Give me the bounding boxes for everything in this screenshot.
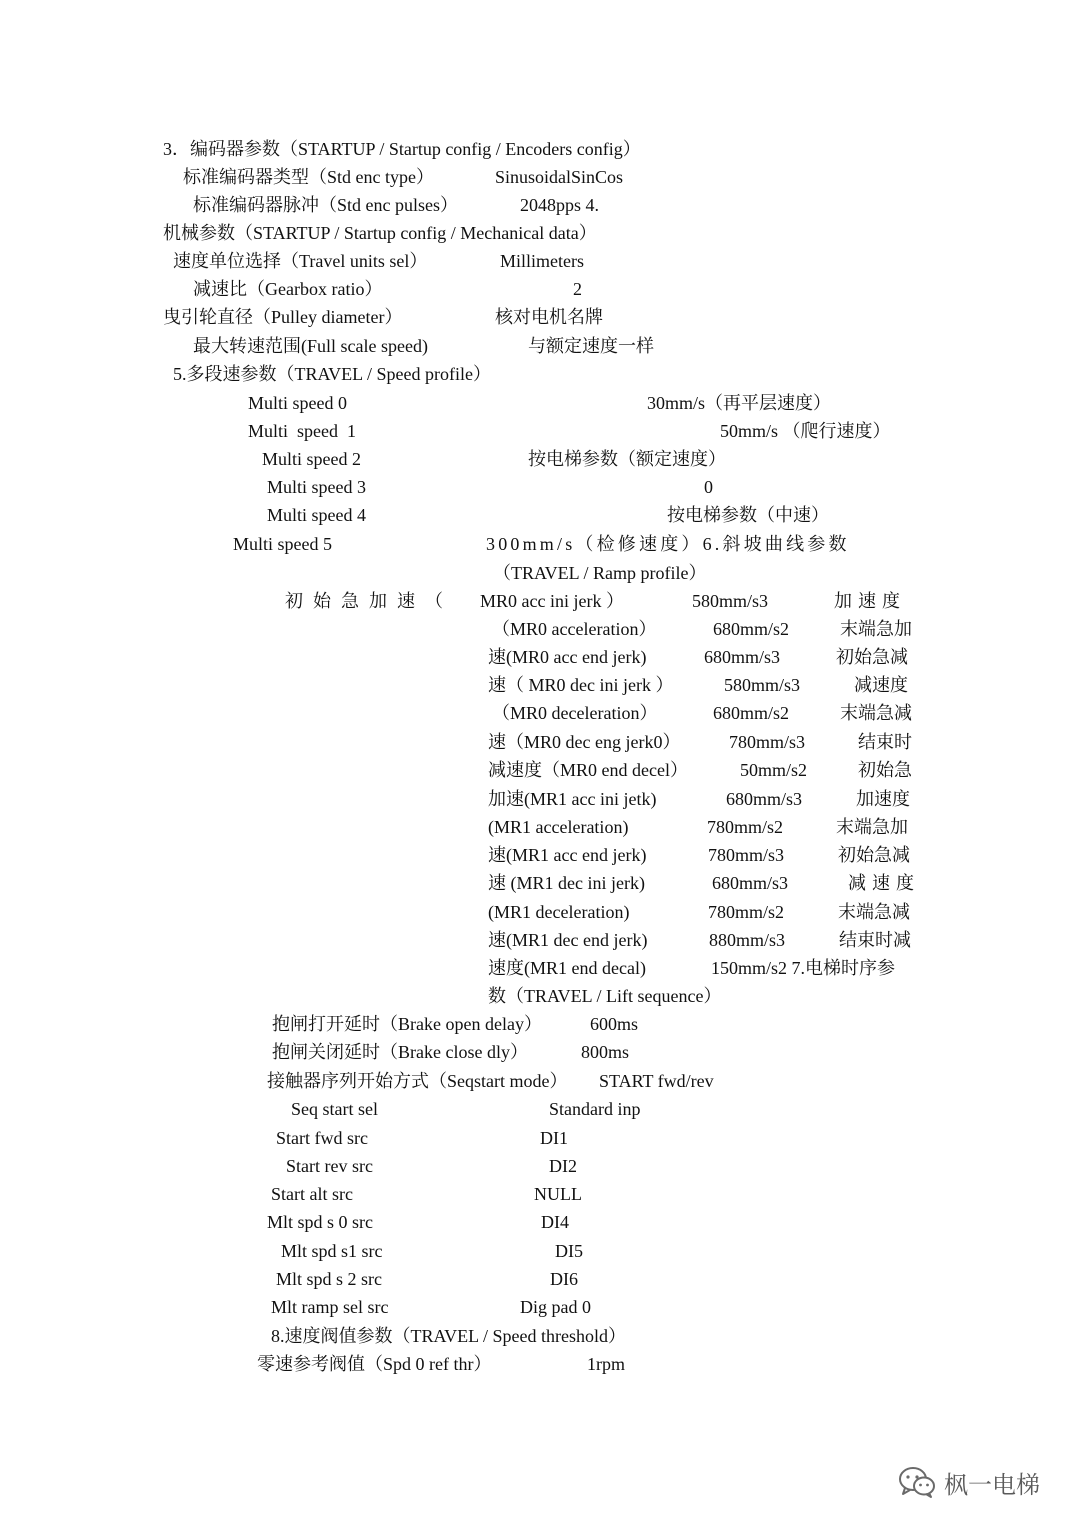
seq-label: Seq start sel [291, 1099, 378, 1119]
ramp-label: 速（ MR0 dec ini jerk ） [488, 675, 674, 695]
ramp-label: 加速度 [834, 591, 906, 611]
ramp-label: 末端急加 [836, 817, 908, 837]
param-label: Multi speed 5 [233, 534, 332, 554]
ramp-value: 780mm/s2 [708, 902, 785, 922]
ramp-label: 减速度（MR0 end decel） [488, 760, 688, 780]
ramp-value: 680mm/s2 [713, 619, 790, 639]
param-value: 300mm/s（检修速度）6.斜坡曲线参数 [486, 534, 850, 554]
seq-label: 接触器序列开始方式（Seqstart mode） [267, 1071, 568, 1091]
ramp-label: 减速度 [848, 873, 920, 893]
seq-value: DI5 [555, 1241, 583, 1261]
ramp-value: 780mm/s3 [708, 845, 785, 865]
ramp-label: （MR0 deceleration） [492, 703, 658, 723]
ramp-value: 580mm/s3 [724, 675, 801, 695]
seq-value: DI4 [541, 1212, 569, 1232]
ramp-value: 150mm/s2 7.电梯时序参 [711, 958, 896, 978]
seq-value: DI1 [540, 1128, 568, 1148]
param-value: 按电梯参数（中速） [667, 505, 829, 525]
param-value: 0 [704, 477, 713, 497]
section-7-subheading: 数（TRAVEL / Lift sequence） [488, 986, 722, 1006]
param-label: 速度单位选择（Travel units sel） [173, 251, 428, 271]
param-value: 核对电机名牌 [495, 307, 603, 327]
ramp-label: 速 (MR1 dec ini jerk) [488, 873, 645, 893]
param-value: 2048pps 4. [520, 195, 600, 215]
param-label: Multi speed 4 [267, 505, 366, 525]
ramp-label: 加速度 [856, 789, 910, 809]
ramp-label: 初始急减 [836, 647, 908, 667]
param-value: 按电梯参数（额定速度） [528, 449, 726, 469]
ramp-label: 速(MR1 dec end jerk) [488, 930, 648, 950]
seq-label: Start alt src [271, 1184, 353, 1204]
section-3-heading: 3．编码器参数（STARTUP / Startup config / Encoders config） [163, 139, 641, 159]
param-label: 减速比（Gearbox ratio） [193, 279, 383, 299]
seq-value: DI6 [550, 1269, 578, 1289]
param-label: Multi speed 0 [248, 393, 347, 413]
param-value: 50mm/s （爬行速度） [720, 421, 891, 441]
ramp-label: 速(MR1 acc end jerk) [488, 845, 647, 865]
section-4-heading: 机械参数（STARTUP / Startup config / Mechanical data） [163, 223, 597, 243]
seq-value: Standard inp [549, 1099, 641, 1119]
ramp-value: 680mm/s2 [713, 703, 790, 723]
param-label: 曳引轮直径（Pulley diameter） [163, 307, 403, 327]
ramp-label: 速（MR0 dec eng jerk0） [488, 732, 681, 752]
seq-value: DI2 [549, 1156, 577, 1176]
ramp-label: 结束时 [858, 732, 912, 752]
param-value: 与额定速度一样 [528, 336, 654, 356]
seq-label: Start fwd src [276, 1128, 368, 1148]
param-label: Multi speed 1 [248, 421, 356, 441]
ramp-label: 速(MR0 acc end jerk) [488, 647, 647, 667]
param-value: SinusoidalSinCos [495, 167, 624, 187]
seq-value: 600ms [590, 1014, 639, 1034]
param-label: 标准编码器类型（Std enc type） [183, 167, 434, 187]
seq-label: 抱闸关闭延时（Brake close dly） [272, 1042, 528, 1062]
ramp-label: 初始急减 [838, 845, 910, 865]
section-6-subheading: （TRAVEL / Ramp profile） [493, 563, 707, 583]
ramp-value: 780mm/s3 [729, 732, 806, 752]
ramp-value: 880mm/s3 [709, 930, 786, 950]
ramp-value: 780mm/s2 [707, 817, 784, 837]
seq-value: 800ms [581, 1042, 630, 1062]
ramp-label: 加速(MR1 acc ini jetk) [488, 789, 657, 809]
ramp-value: 580mm/s3 [692, 591, 769, 611]
watermark [898, 1462, 1040, 1502]
wechat-icon [898, 1465, 936, 1499]
seq-value: START fwd/rev [599, 1071, 714, 1091]
threshold-label: 零速参考阀值（Spd 0 ref thr） [257, 1354, 492, 1374]
threshold-value: 1rpm [587, 1354, 625, 1374]
section-8-heading: 8.速度阀值参数（TRAVEL / Speed threshold） [271, 1326, 626, 1346]
ramp-value: 680mm/s3 [726, 789, 803, 809]
ramp-value: 50mm/s2 [740, 760, 808, 780]
seq-label: Mlt spd s 0 src [267, 1212, 374, 1232]
ramp-label: 末端急减 [840, 703, 912, 723]
ramp-label: (MR1 deceleration) [488, 902, 630, 922]
ramp-label: 末端急减 [838, 902, 910, 922]
ramp-label: （MR0 acceleration） [492, 619, 657, 639]
ramp-label: MR0 acc ini jerk ） [480, 591, 624, 611]
seq-value: Dig pad 0 [520, 1297, 591, 1317]
param-label: 标准编码器脉冲（Std enc pulses） [193, 195, 458, 215]
seq-label: Mlt ramp sel src [271, 1297, 389, 1317]
seq-label: Mlt spd s 2 src [276, 1269, 383, 1289]
ramp-label: 结束时减 [839, 930, 911, 950]
ramp-label: 末端急加 [840, 619, 912, 639]
seq-value: NULL [534, 1184, 582, 1204]
param-value: 30mm/s（再平层速度） [647, 393, 832, 413]
seq-label: 抱闸打开延时（Brake open delay） [272, 1014, 542, 1034]
param-label: Multi speed 3 [267, 477, 366, 497]
param-value: Millimeters [500, 251, 584, 271]
ramp-label: 速度(MR1 end decal) [488, 958, 646, 978]
param-label: Multi speed 2 [262, 449, 361, 469]
section-5-heading: 5.多段速参数（TRAVEL / Speed profile） [173, 364, 491, 384]
ramp-label: 初始急加速（ [285, 591, 453, 611]
param-label: 最大转速范围(Full scale speed) [193, 336, 428, 356]
ramp-label: 减速度 [854, 675, 908, 695]
seq-label: Mlt spd s1 src [281, 1241, 383, 1261]
param-value: 2 [573, 279, 582, 299]
ramp-label: 初始急 [858, 760, 912, 780]
ramp-value: 680mm/s3 [704, 647, 781, 667]
ramp-value: 680mm/s3 [712, 873, 789, 893]
ramp-label: (MR1 acceleration) [488, 817, 629, 837]
seq-label: Start rev src [286, 1156, 373, 1176]
watermark-text: 枫一电梯 [944, 1470, 1040, 1499]
